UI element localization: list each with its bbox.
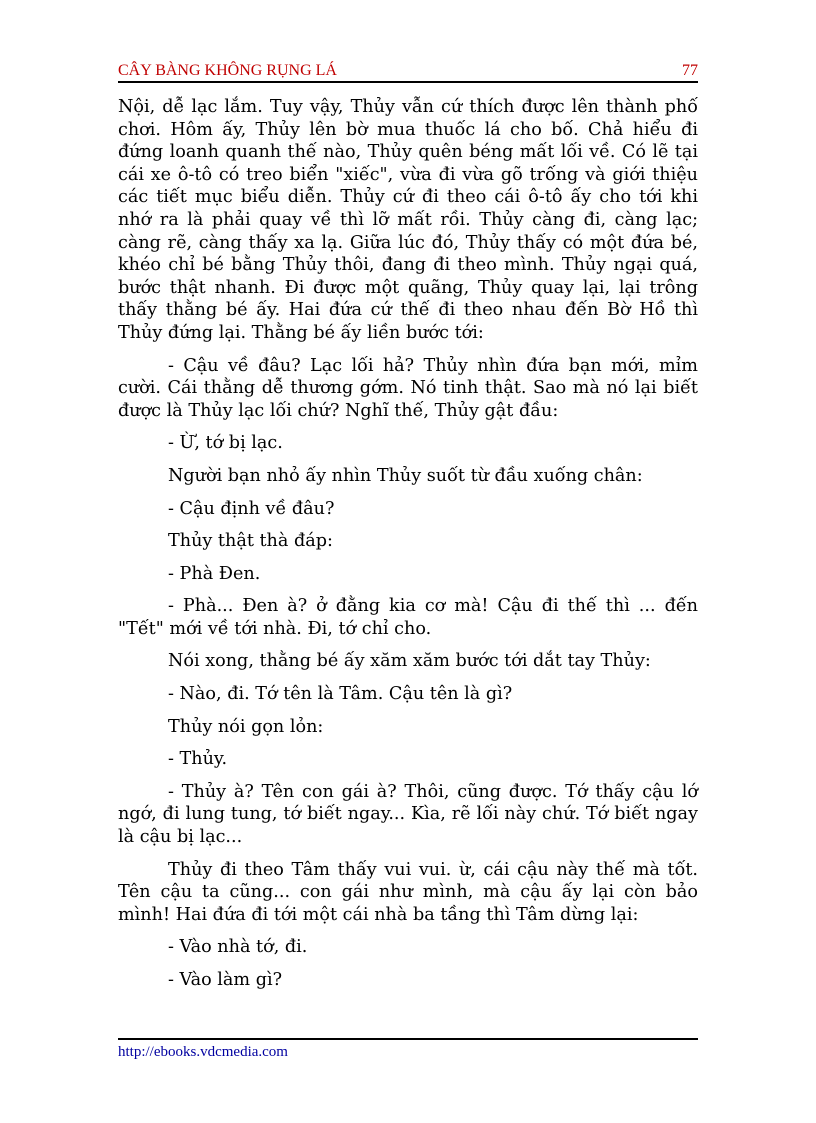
paragraph: - Phà Đen. xyxy=(168,563,261,584)
header-divider xyxy=(118,81,698,83)
paragraph: - Vào nhà tớ, đi. xyxy=(168,937,308,958)
paragraph: - Vào làm gì? xyxy=(168,970,283,990)
paragraph: - Nào, đi. Tớ tên là Tâm. Cậu tên là gì? xyxy=(168,684,513,705)
paragraph: - Ừ, tớ bị lạc. xyxy=(168,433,283,454)
page-number: 77 xyxy=(682,62,698,79)
paragraph: - Thủy à? Tên con gái à? Thôi, cũng được. Tớ thấy cậu lớ ngớ, đi lung tung, tớ biết ngay... Kìa, rẽ lối này chứ. Tớ biết ngay là cậu bị lạc... xyxy=(118,781,698,848)
footer-divider xyxy=(118,1038,698,1040)
page-body xyxy=(118,96,698,1002)
paragraph: - Thủy. xyxy=(168,749,228,770)
paragraph: Thủy nói gọn lỏn: xyxy=(168,716,324,737)
paragraph: Nội, dễ lạc lắm. Tuy vậy, Thủy vẫn cứ thích được lên thành phố chơi. Hôm ấy, Thủy lên bờ mua thuốc lá cho bố. Chả hiểu đi đứng loanh quanh thế nào, Thủy quên béng mất lối về. Có lẽ tại cái xe ô-tô có treo biển "xiếc", vừa đi vừa gõ trống và giới thiệu các tiết mục biểu diễn. Thủy cứ đi theo cái ô-tô ấy cho tới khi nhớ ra là phải quay về thì lỡ mất rồi. Thủy càng đi, càng lạc; càng rẽ, càng thấy xa lạ. Giữa lúc đó, Thủy thấy có một đứa bé, khéo chỉ bé bằng Thủy thôi, đang đi theo mình. Thủy ngại quá, bước thật nhanh. Đi được một quãng, Thủy quay lại, lại trông thấy thằng bé ấy. Hai đứa cứ thế đi theo nhau đến Bờ Hồ thì Thủy đứng lại. Thằng bé ấy liền bước tới: xyxy=(118,97,698,343)
paragraph: Người bạn nhỏ ấy nhìn Thủy suốt từ đầu xuống chân: xyxy=(168,465,643,486)
paragraph: - Phà... Đen à? ở đằng kia cơ mà! Cậu đi thế thì ... đến "Tết" mới về tới nhà. Đi, tớ chỉ cho. xyxy=(118,596,698,639)
paragraph: Thủy đi theo Tâm thấy vui vui. ừ, cái cậu này thế mà tốt. Tên cậu ta cũng... con gái như mình, mà cậu ấy lại còn bảo mình! Hai đứa đi tới một cái nhà ba tầng thì Tâm dừng lại: xyxy=(118,859,698,925)
footer-url[interactable]: http://ebooks.vdcmedia.com xyxy=(118,1044,288,1060)
book-title: CÂY BÀNG KHÔNG RỤNG LÁ xyxy=(118,62,337,79)
paragraph: Nói xong, thằng bé ấy xăm xăm bước tới dắt tay Thủy: xyxy=(168,651,651,672)
running-header xyxy=(118,60,698,82)
paragraph: - Cậu về đâu? Lạc lối hả? Thủy nhìn đứa bạn mới, mỉm cười. Cái thằng dễ thương gớm. Nó tinh thật. Sao mà nó lại biết được là Thủy lạc lối chứ? Nghĩ thế, Thủy gật đầu: xyxy=(118,355,698,421)
paragraph: Thủy thật thà đáp: xyxy=(168,531,333,552)
paragraph: - Cậu định về đâu? xyxy=(168,498,335,519)
